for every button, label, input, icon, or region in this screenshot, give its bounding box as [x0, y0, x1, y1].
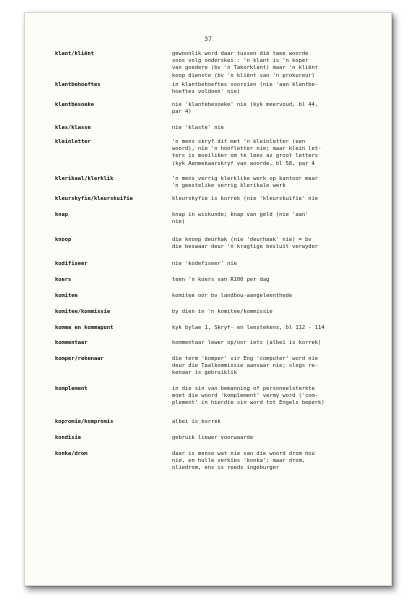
glossary-entry: [55, 277, 385, 293]
glossary-entry: [55, 451, 385, 475]
entry-term: konka/drom: [55, 451, 88, 457]
entry-term: klantbesoeke: [55, 102, 94, 108]
entry-definition: die knoop deurhak (nie 'deurhaak' nie) = bv die beswaar deur 'n kragtige besluit verwyder: [172, 237, 319, 251]
entry-term: kondisie: [55, 435, 81, 441]
glossary-entry: [55, 125, 385, 139]
entry-definition: in die sin van bemanning of personeelsterkte moet die woord 'komplement' vermy word ('com- plement' in hierdie sin word tot Engels beperk): [172, 386, 325, 407]
entry-definition: nie 'kodefiseer' nie: [172, 261, 237, 267]
entry-definition: nie 'klantebesoeke' nie (kyk meervoud, bl 44, par 4): [172, 102, 319, 116]
entry-term: komma en kommapunt: [55, 325, 114, 331]
glossary-entry: [55, 102, 385, 125]
page-number: 37: [204, 35, 212, 43]
entry-term: komplement: [55, 386, 88, 392]
glossary-entry: [55, 325, 385, 340]
entry-definition: 'n mens verrig klerklike werk op kantoor maar 'n geestelike verrig klerikale werk: [172, 176, 319, 190]
glossary-entry: [55, 196, 385, 212]
entry-term: kodifiseer: [55, 261, 88, 267]
glossary-entry: [55, 212, 385, 237]
document-page: [24, 12, 392, 586]
entry-definition: 'n mens skryf dit met 'n kleinletter (een woord), nie 'n hoofletter nie; maar klein let- ters is moeiliker om te lees as groot letters (kyk Aanmekaarskryf van woorde, bl 58, par 4: [172, 139, 322, 167]
entry-definition: kommentaar lewer op/oor iets (albei is korrek): [172, 340, 322, 346]
glossary-entry: [55, 139, 385, 176]
entry-definition: kleurskyfie is korrek (nie 'kleurskuifie' nie: [172, 196, 319, 202]
entry-term: klant/kliënt: [55, 51, 94, 57]
entry-term: komitee: [55, 293, 78, 299]
entry-definition: daar is mense wat nie van die woord drom hou nie, en hulle verkies 'konka'; maar drom, oliedrom, ens is reeds ingeburger: [172, 451, 315, 472]
entry-term: komitee/kommissie: [55, 309, 111, 315]
entry-term: klas/klasse: [55, 125, 91, 131]
entry-term: knoop: [55, 237, 72, 243]
entry-term: kleurskyfie/kleurskuifie: [55, 196, 133, 202]
glossary-entry: [55, 386, 385, 419]
entry-term: komper/rekenaar: [55, 356, 104, 362]
entry-term: klantbehoeftes: [55, 82, 101, 88]
entry-definition: teen 'n koers van R100 per dag: [172, 277, 270, 283]
entry-term: klerikaal/klerklik: [55, 176, 114, 182]
entry-term: kleinletter: [55, 139, 91, 145]
entry-definition: nie 'klaste' nie: [172, 125, 224, 131]
glossary-entry: [55, 340, 385, 356]
glossary-entries: [55, 51, 385, 475]
entry-term: koers: [55, 277, 72, 283]
entry-term: kopromie/kompromis: [55, 419, 114, 425]
glossary-entry: [55, 237, 385, 261]
glossary-entry: [55, 356, 385, 386]
entry-definition: in klantbehoeftes voorsien (nie 'aan klantbe- hoeftes voldoen' nie): [172, 82, 319, 96]
entry-definition: komitee oor bv landbou-aangeleenthede: [172, 293, 293, 299]
glossary-entry: [55, 419, 385, 435]
entry-definition: knap in wiskunde; knap van geld (nie 'aan' nie): [172, 212, 309, 226]
entry-term: knap: [55, 212, 68, 218]
entry-definition: albei is korrek: [172, 419, 221, 425]
entry-term: kommentaar: [55, 340, 88, 346]
glossary-entry: [55, 82, 385, 102]
glossary-entry: [55, 261, 385, 277]
glossary-entry: [55, 176, 385, 196]
glossary-entry: [55, 309, 385, 325]
entry-definition: die term 'komper' vir Eng 'computer' word nie deur die Taalkommissie aanvaar nie; slegs re- kenaar is gebruiklik: [172, 356, 319, 377]
glossary-entry: [55, 435, 385, 451]
glossary-entry: [55, 293, 385, 309]
entry-definition: kyk bylae 1, Skryf- en leestekens, bl 112 - 114: [172, 325, 325, 331]
entry-definition: by dien in 'n komitee/kommissie: [172, 309, 273, 315]
entry-definition: gebruik liewer voorwaarde: [172, 435, 254, 441]
glossary-entry: [55, 51, 385, 82]
entry-definition: gewoonlik word daar tussen dié twee woorde soos volg onderskei : 'n klant is 'n koper van goedere (bv 'n Takorklant) maar 'n kliënt koop dienste (bv 'n kliënt van 'n prokureur): [172, 51, 319, 79]
